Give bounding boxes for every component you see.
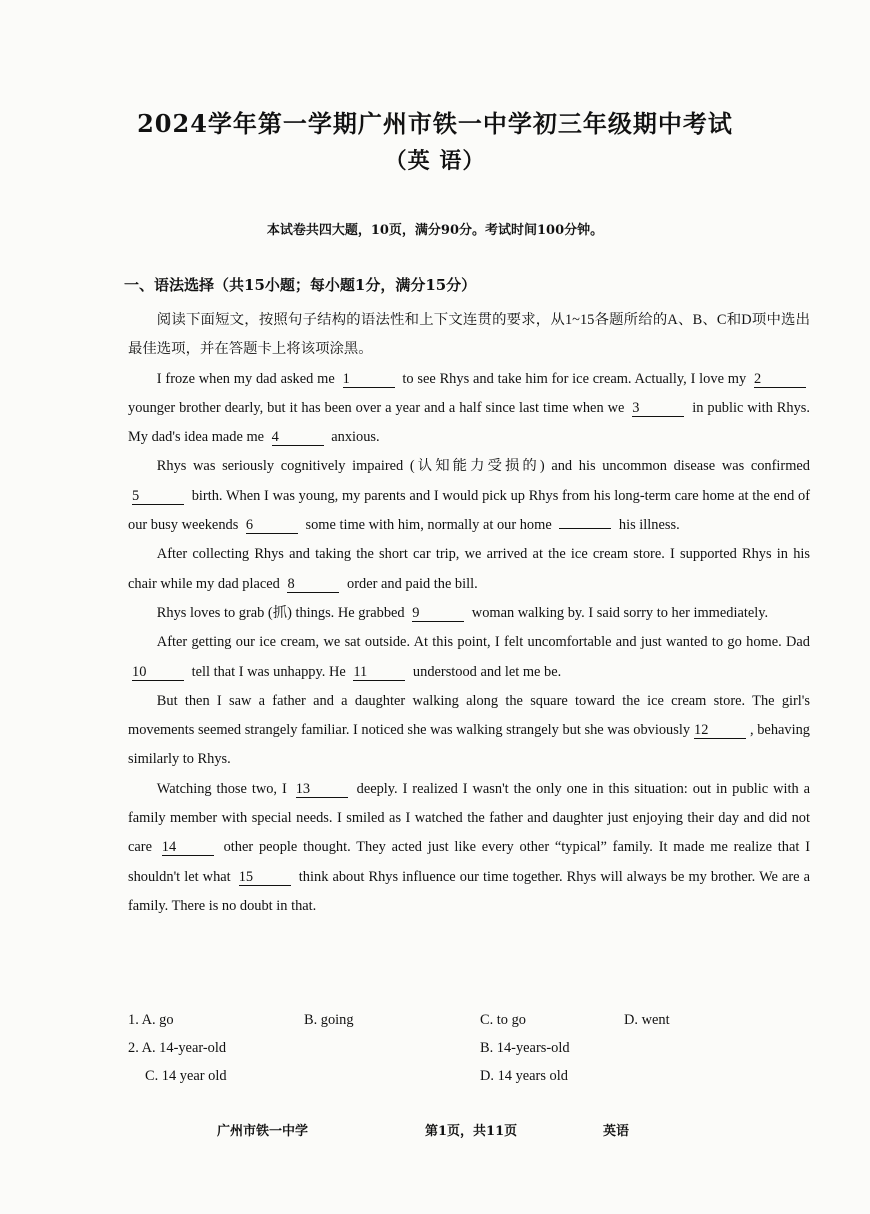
answer-blank: 6: [246, 518, 298, 534]
answer-blank: 3: [632, 401, 684, 417]
answer-blank: 9: [412, 606, 464, 622]
answer-blank: [559, 528, 611, 529]
q2-option-c[interactable]: C. 14 year old: [145, 1068, 227, 1084]
passage-paragraph: Rhys was seriously cognitively impaired (认知能力受损的) and his uncommon disease was confirmed 5 birth. When I was young, my parents and I would pick up Rhys from his long-term care home at the end of our busy weekends 6 some time with him, normally at our home his illness.: [128, 458, 810, 534]
passage-paragraph: Watching those two, I 13 deeply. I realized I wasn't the only one in this situation: out in public with a family member with special needs. I smiled as I watched the father and daughter just enjoying their day and did not care 14 other people thought. They acted just like every other “typical” family. It made me realize that I shouldn't let what 15 think about Rhys influence our time together. Rhys will always be my brother. We are a family. There is no doubt in that.: [128, 780, 810, 914]
options-block: [128, 1012, 810, 1096]
answer-blank: 2: [754, 372, 806, 388]
q1-option-b[interactable]: B. going: [304, 1012, 354, 1028]
passage-paragraph: I froze when my dad asked me 1 to see Rhys and take him for ice cream. Actually, I love my 2 younger brother dearly, but it has been over a year and a half since last time when we 3 in public with Rhys. My dad's idea made me 4 anxious.: [128, 370, 810, 446]
q2-option-b[interactable]: B. 14-years-old: [480, 1040, 570, 1056]
footer-school: 广州市铁一中学: [217, 1124, 309, 1139]
answer-blank: 10: [132, 665, 184, 681]
passage: [128, 365, 810, 922]
footer-page-number: 第1页，共11页: [425, 1124, 518, 1139]
q1-option-a[interactable]: 1. A. go: [128, 1012, 174, 1028]
section-instruction: 阅读下面短文，按照句子结构的语法性和上下文连贯的要求，从1~15各题所给的A、B、C和D项中选出最佳选项，并在答题卡上将该项涂黑。: [128, 312, 810, 358]
exam-intro: 本试卷共四大题，10页，满分90分。考试时间100分钟。: [266, 223, 604, 238]
answer-blank: 12: [694, 723, 746, 739]
question-1-options: [128, 1012, 810, 1040]
answer-blank: 15: [239, 870, 291, 886]
q1-option-c[interactable]: C. to go: [480, 1012, 526, 1028]
passage-paragraph: Rhys loves to grab (抓) things. He grabbed 9 woman walking by. I said sorry to her immediately.: [156, 604, 769, 621]
exam-subject: （英 语）: [384, 148, 486, 174]
answer-blank: 5: [132, 489, 184, 505]
answer-blank: 14: [162, 840, 214, 856]
footer-subject: 英语: [603, 1124, 630, 1139]
passage-paragraph: After getting our ice cream, we sat outside. At this point, I felt uncomfortable and just wanted to go home. Dad 10 tell that I was unhappy. He 11 understood and let me be.: [132, 634, 810, 680]
answer-blank: 4: [272, 430, 324, 446]
section-heading: 一、语法选择（共15小题；每小题1分，满分15分）: [124, 276, 477, 294]
passage-paragraph: But then I saw a father and a daughter walking along the square toward the ice cream store. The girl's movements seemed strangely familiar. I noticed she was walking strangely but she was obviously 12 , behaving similarly to Rhys.: [128, 692, 810, 768]
question-2-options-row2: [128, 1068, 810, 1096]
q1-option-d[interactable]: D. went: [624, 1012, 670, 1028]
q2-option-a[interactable]: 2. A. 14-year-old: [128, 1040, 227, 1056]
passage-body: [128, 306, 810, 921]
answer-blank: 1: [343, 372, 395, 388]
question-2-options: [128, 1040, 810, 1068]
answer-blank: 8: [287, 577, 339, 593]
q2-option-d[interactable]: D. 14 years old: [480, 1068, 568, 1084]
answer-blank: 13: [296, 782, 348, 798]
passage-paragraph: After collecting Rhys and taking the short car trip, we arrived at the ice cream store. I supported Rhys in his chair while my dad placed 8 order and paid the bill.: [128, 546, 810, 592]
exam-title: 2024学年第一学期广州市铁一中学初三年级期中考试: [137, 109, 733, 138]
answer-blank: 11: [353, 665, 405, 681]
